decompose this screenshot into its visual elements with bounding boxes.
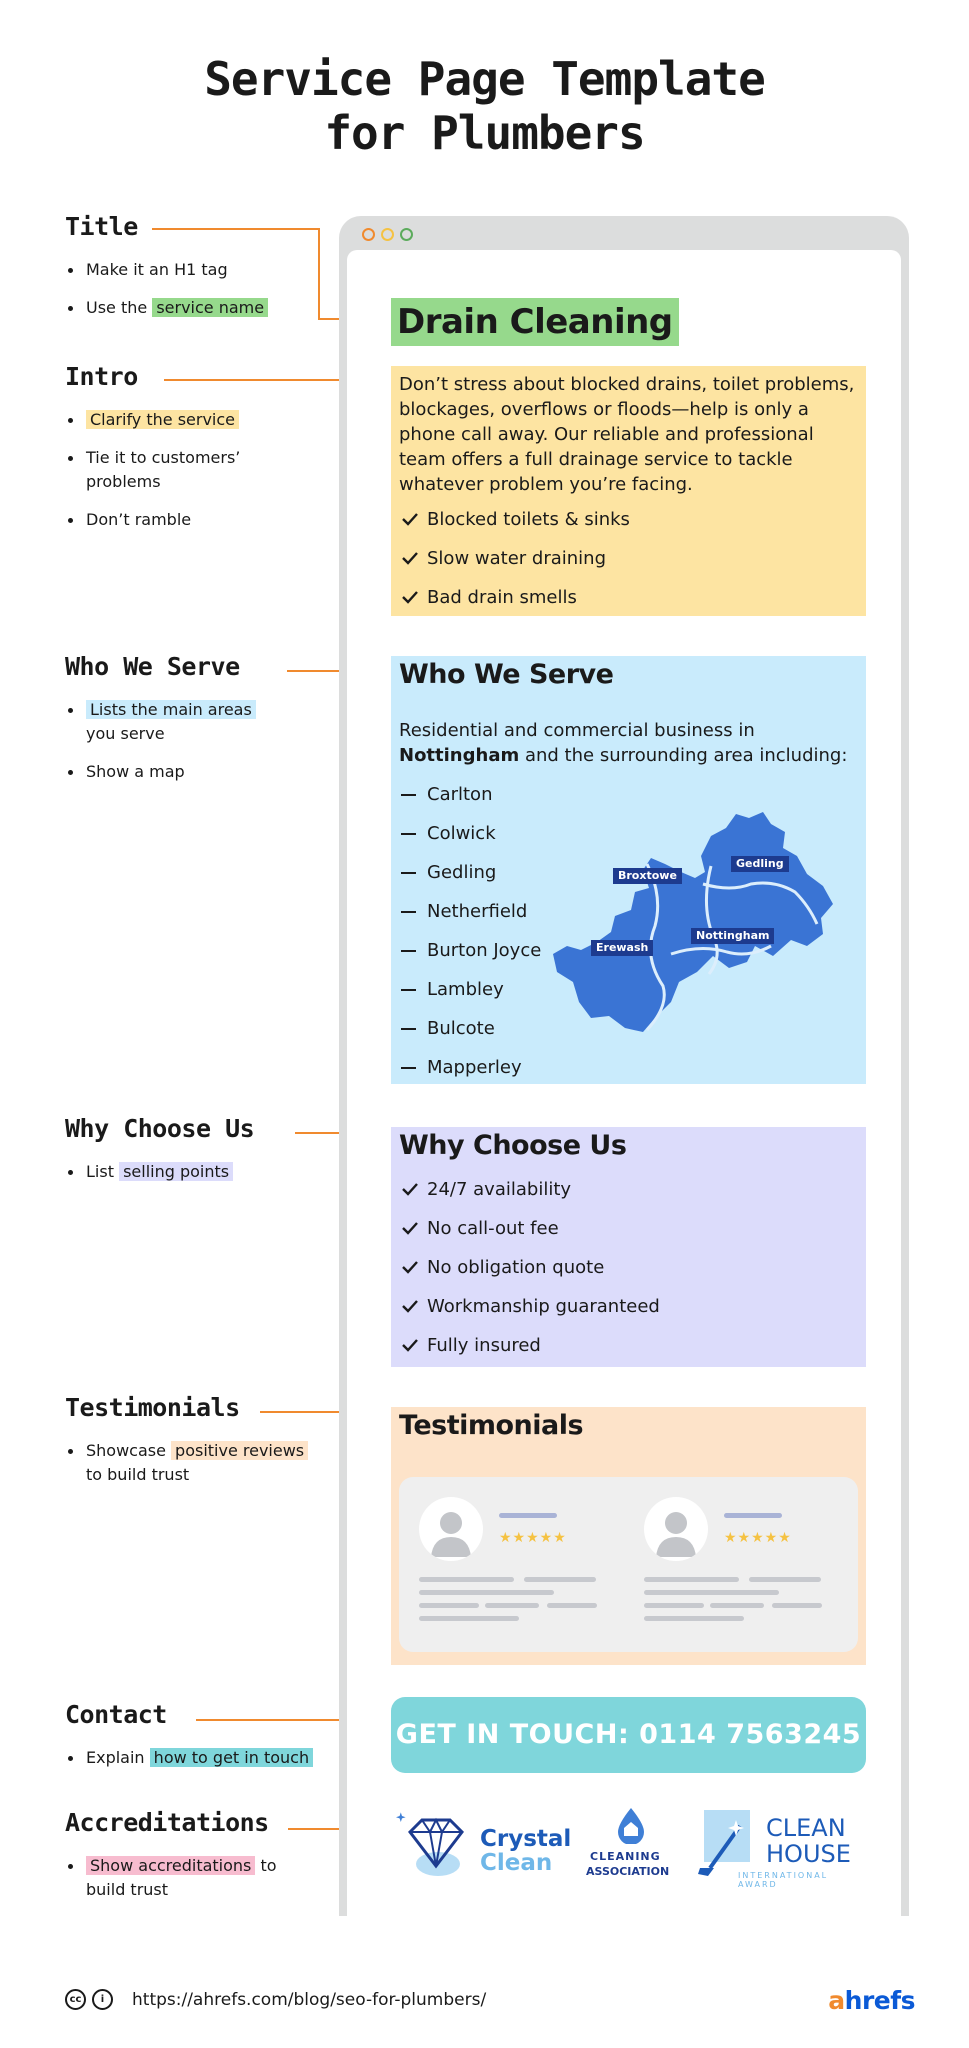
area-item: Mapperley [399,1055,858,1080]
annotation-bullet: List selling points [65,1160,335,1184]
contact-cta-button[interactable]: GET IN TOUCH: 0114 7563245 [391,1697,866,1773]
window-maximize-dot [400,228,413,241]
why-checklist [399,1177,858,1358]
check-icon [401,1220,419,1236]
clean-house-text-3: INTERNATIONAL AWARD [738,1871,829,1889]
text-placeholder [419,1577,514,1582]
annotation-title [65,212,335,334]
intro-block [391,366,866,616]
check-item: No obligation quote [399,1255,858,1280]
cleaning-association-logo [586,1806,676,1886]
text-placeholder [644,1616,744,1621]
area-map [551,806,851,1056]
check-icon [401,1337,419,1353]
source-url-link[interactable]: https://ahrefs.com/blog/seo-for-plumbers/ [132,1990,487,2010]
page-title-line-2: for Plumbers [324,106,645,160]
annotation-intro [65,362,335,546]
check-icon [401,1298,419,1314]
intro-text: Don’t stress about blocked drains, toilet problems, blockages, overflows or floods—help is only a phone call away. Our reliable and professional team offers a full drainage service to tackle whatever problem you’re facing. [399,374,855,495]
annotation-list [65,408,335,532]
annotation-list [65,698,335,784]
text-placeholder [547,1603,597,1608]
annotation-list [65,1746,335,1770]
annotation-heading: Who We Serve [65,652,240,681]
water-drop-house-icon [614,1806,648,1844]
check-item: Bad drain smells [399,585,858,610]
highlight: Lists the main areas [86,700,256,719]
annotation-heading: Accreditations [65,1808,269,1837]
text-placeholder [644,1603,704,1608]
annotation-bullet: Show a map [65,760,335,784]
annotation-bullet: Showcase positive reviews to build trust [65,1439,310,1487]
annotation-bullet [65,408,335,432]
highlight: positive reviews [171,1441,308,1460]
user-icon [644,1497,708,1561]
who-we-serve-block [391,656,866,1084]
check-icon [401,1259,419,1275]
text-placeholder [710,1603,764,1608]
text-placeholder [485,1603,539,1608]
text-placeholder [644,1577,739,1582]
check-icon [401,511,419,527]
check-item: No call-out fee [399,1216,858,1241]
text-placeholder [419,1616,519,1621]
check-icon [401,550,419,566]
area-item: Netherfield [399,899,858,924]
area-item: Gedling [399,860,858,885]
annotation-bullet: Tie it to customers’ problems [65,446,265,494]
annotation-why-choose-us [65,1114,335,1198]
map-label: Erewash [591,940,653,956]
area-item: Lambley [399,977,858,1002]
annotation-bullet: Don’t ramble [65,508,335,532]
crystal-clean-logo [396,1806,572,1886]
clean-house-logo [696,1806,871,1889]
highlight: Show accreditations [86,1856,255,1875]
cleaning-association-text-1: CLEANING [590,1850,661,1863]
annotation-bullet: Use the service name [65,296,335,320]
window-close-dot [362,228,375,241]
cc-icon: cc [65,1989,86,2010]
connector-line [318,228,320,320]
page-title-line-1: Service Page Template [204,52,765,106]
annotation-accreditations [65,1808,335,1916]
annotation-list [65,1160,335,1184]
annotation-testimonials [65,1393,335,1501]
clean-house-text-1: CLEAN [766,1814,846,1842]
avatar [644,1497,708,1561]
annotation-who-we-serve [65,652,335,798]
area-item: Carlton [399,782,858,807]
connector-line [152,228,320,230]
star-rating-icon: ★★★★★ [724,1530,792,1546]
page-title [0,52,969,160]
review [644,1497,834,1637]
testimonial-card [399,1477,858,1652]
highlight: how to get in touch [150,1748,313,1767]
annotation-bullet: Make it an H1 tag [65,258,335,282]
check-item: Fully insured [399,1333,858,1358]
attribution-icon: i [92,1989,113,2010]
annotation-contact [65,1700,335,1784]
check-item: 24/7 availability [399,1177,858,1202]
annotation-bullet: Lists the main areas you serve [65,698,275,746]
annotation-list [65,258,335,320]
highlight: service name [152,298,268,317]
annotation-list [65,1854,335,1902]
area-item: Burton Joyce [399,938,858,963]
footer [65,1986,915,2016]
why-choose-us-heading: Why Choose Us [399,1130,627,1161]
testimonials-block [391,1407,866,1665]
check-icon [401,1181,419,1197]
check-item: Blocked toilets & sinks [399,507,858,532]
intro-checklist [399,507,858,610]
annotation-heading: Contact [65,1700,167,1729]
highlight: Clarify the service [86,410,239,429]
diamond-icon [396,1810,476,1882]
text-placeholder [419,1590,554,1595]
ahrefs-logo: ahrefs [828,1986,915,2015]
window-minimize-dot [381,228,394,241]
crystal-clean-text-2: Clean [480,1850,553,1876]
annotation-bullet: Explain how to get in touch [65,1746,345,1770]
annotation-list [65,1439,335,1487]
cleaning-association-text-2: ASSOCIATION [586,1865,670,1878]
annotation-heading: Testimonials [65,1393,240,1422]
reviewer-name-placeholder [724,1513,782,1518]
who-we-serve-text: Residential and commercial business in Nottingham and the surrounding area including: [399,720,848,766]
text-placeholder [749,1577,821,1582]
map-label: Broxtowe [613,868,682,884]
reviewer-name-placeholder [499,1513,557,1518]
annotation-heading: Title [65,212,138,241]
broom-icon [696,1808,752,1876]
why-choose-us-block [391,1127,866,1367]
annotation-heading: Intro [65,362,138,391]
user-icon [419,1497,483,1561]
check-icon [401,589,419,605]
star-rating-icon: ★★★★★ [499,1530,567,1546]
text-placeholder [772,1603,822,1608]
annotation-heading: Why Choose Us [65,1114,255,1143]
review [419,1497,609,1637]
text-placeholder [419,1603,479,1608]
who-we-serve-heading: Who We Serve [399,659,614,690]
service-h1: Drain Cleaning [391,298,679,346]
check-item: Workmanship guaranteed [399,1294,858,1319]
map-label: Nottingham [691,928,774,944]
avatar [419,1497,483,1561]
testimonials-heading: Testimonials [399,1410,584,1441]
highlight: selling points [119,1162,233,1181]
area-item: Bulcote [399,1016,858,1041]
text-placeholder [644,1590,779,1595]
area-item: Colwick [399,821,858,846]
check-item: Slow water draining [399,546,858,571]
clean-house-text-2: HOUSE [766,1840,851,1868]
crystal-clean-text-1: Crystal [480,1826,572,1852]
annotation-bullet: Show accreditations to build trust [65,1854,310,1902]
text-placeholder [524,1577,596,1582]
map-label: Gedling [731,856,789,872]
